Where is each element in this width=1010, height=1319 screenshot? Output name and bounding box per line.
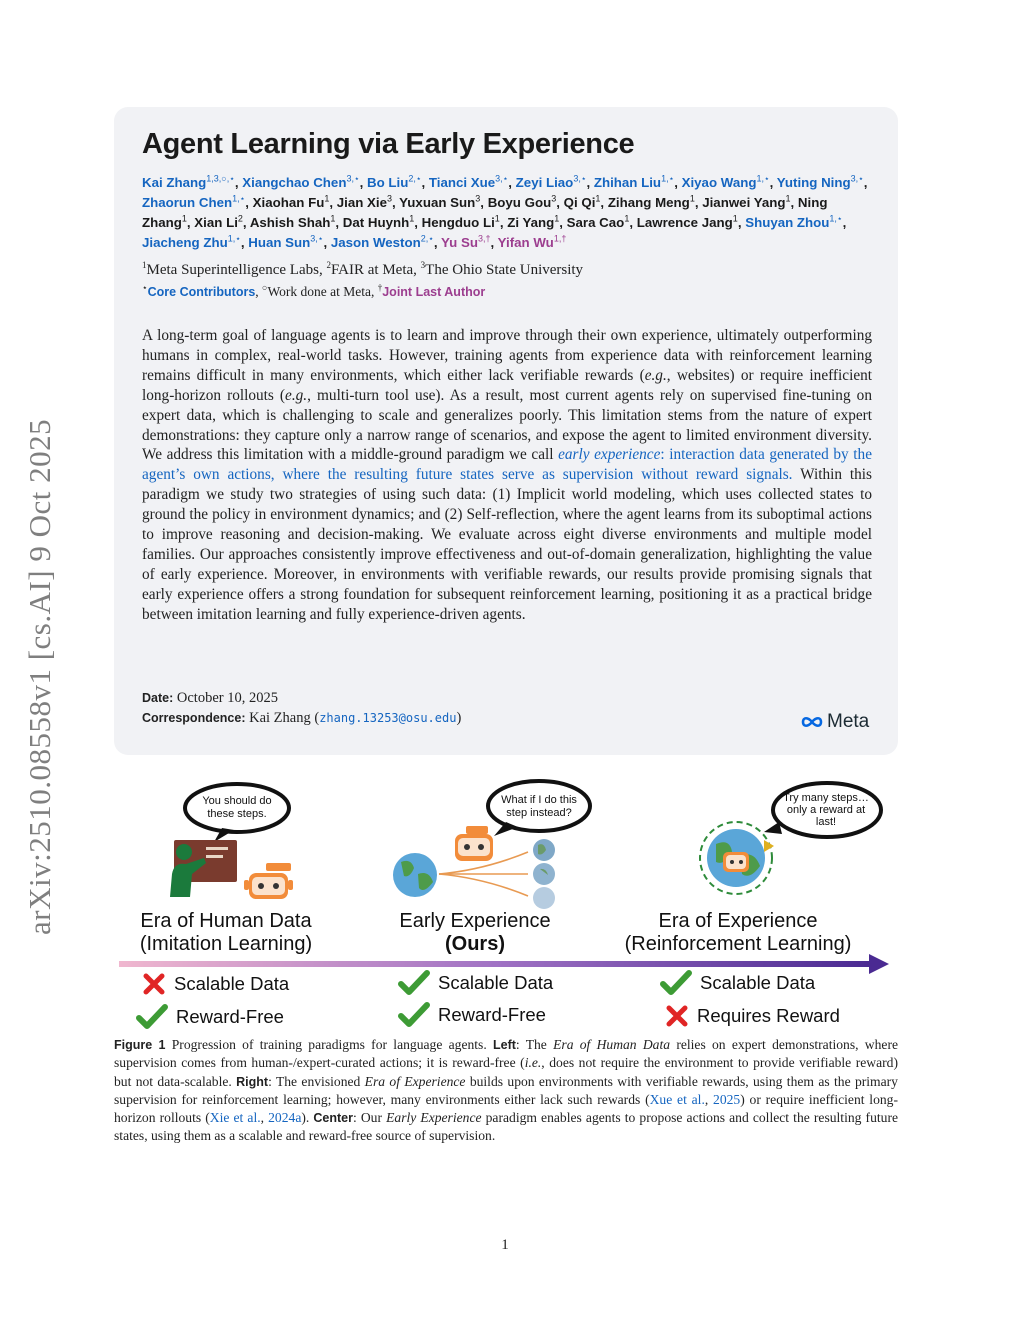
author-affiliation-marker: 3,⋆ (495, 173, 509, 184)
check-icon (136, 1004, 168, 1030)
author-affiliation-marker: 1,⋆ (227, 233, 241, 244)
author-name: Hengduo Li (421, 215, 495, 230)
author-list: Kai Zhang$^{1,3,○,⋆}$, Xiangchao Chen$^{3,⋆}$, Bo Liu$^{2,⋆}$, Tianci Xue$^{3,⋆}$, Zeyi Liao$^{3,⋆}$, Zhihan Liu$^{1,⋆}$, Xiyao Wang$^{1,⋆}$, Yuting Ning$^{3,⋆}$, Zhaorun Chen$^{1,⋆}$, Xiaohan Fu$^1$, Jian Xie$^3$, Yuxuan Sun$^3$, Boyu Gou$^3$, Qi Qi$^1$, Zihang Meng$^1$, Jianwei Yang$^1$, Ning Zhang$^1$, Xian Li$^2$, Ashish Shah$^1$, Dat Huynh$^1$, Hengduo Li$^1$, Zi Yang$^1$, Sara Cao$^1$, Lawrence Jang$^1$, Shuyan Zhou$^{1,⋆}$, Jiacheng Zhu$^{1,⋆}$, Huan Sun$^{3,⋆}$, Jason Weston$^{2,⋆}$, Yu $Su^{3,\dagger}$, Yifan $Wu^{1,\dagger}$ (142, 173, 868, 250)
author-name: Yuxuan Sun (399, 195, 476, 210)
author-affiliation-marker: 1 (181, 213, 187, 224)
bubble-text-right: Try many steps… only a reward at last! (783, 792, 869, 828)
author-affiliation-marker: 2 (237, 213, 243, 224)
author-affiliation-marker: 1 (494, 213, 500, 224)
citation-xie-2024a[interactable]: Xie et al., 2024a (209, 1110, 302, 1126)
author-name[interactable]: Zeyi Liao (515, 175, 574, 190)
author-name: Lawrence Jang (636, 215, 733, 230)
check-icon (660, 970, 692, 996)
era-title-human-data: Era of Human Data (Imitation Learning) (139, 910, 313, 955)
figure-1-caption: Figure 1 Progression of training paradigms for language agents. Left: The Era of Human Data relies on expert demonstrations, where supervision comes from human-/expert-curated actions; it is reward-free (i.e., does not require the environment to provide verifiable reward) but not data-scalable. Right: The envisioned Era of Experience builds upon environments with verifiable rewards, using them as the primary supervision for reinforcement learning; however, many environments either lack such rewards (Xue et al., 2025) or require inefficient long-horizon rollouts (Xie et al., 2024a). Center: Our Early Experience paradigm enables agents to propose actions and collect the resulting future states, using them as a scalable and reward-free source of supervision. (114, 1037, 899, 1144)
author-name: Dat Huynh (342, 215, 410, 230)
cross-icon (665, 1004, 689, 1028)
date-row: Date: October 10, 2025 (142, 690, 278, 706)
author-name[interactable]: Huan Sun (248, 235, 311, 250)
author-affiliation-marker: 1,† (553, 233, 567, 244)
reinforcement-cycle-globe-icon (700, 822, 774, 894)
paper-title: Agent Learning via Early Experience (142, 128, 635, 160)
author-name[interactable]: Zhaorun Chen (142, 195, 233, 210)
small-globe-icons (533, 839, 555, 909)
author-affiliation-marker: 1,⋆ (756, 173, 770, 184)
author-affiliation-marker: 3 (387, 193, 393, 204)
bubble-text-left: You should do these steps. (202, 795, 272, 820)
era-title-experience: Era of Experience (Reinforcement Learning) (624, 910, 852, 955)
author-name[interactable]: Yifan Wu (497, 235, 554, 250)
author-name: Jianwei Yang (702, 195, 786, 210)
robot-icon-left (244, 863, 293, 899)
left-reward-free: Reward-Free (136, 1004, 284, 1030)
author-affiliation-marker: 1 (330, 213, 336, 224)
author-name: Zi Yang (507, 215, 555, 230)
check-icon (398, 970, 430, 996)
author-affiliation-marker: 1 (554, 213, 560, 224)
author-affiliation-marker: 2,⋆ (408, 173, 422, 184)
author-name[interactable]: Yu Su (441, 235, 478, 250)
author-name: Zihang Meng (607, 195, 690, 210)
right-requires-reward: Requires Reward (665, 1004, 840, 1028)
author-affiliation-marker: 3 (551, 193, 557, 204)
author-affiliation-marker: 3,⋆ (310, 233, 324, 244)
page-number: 1 (501, 1237, 509, 1253)
author-name: Xiaohan Fu (252, 195, 325, 210)
left-scalable-data: Scalable Data (142, 972, 289, 996)
cross-icon (142, 972, 166, 996)
author-name[interactable]: Shuyan Zhou (745, 215, 830, 230)
author-affiliation-marker: 1 (785, 193, 791, 204)
affiliations: $^1$Meta Superintelligence Labs, $^2$FAIR at Meta, $^3$The Ohio State University (142, 260, 584, 278)
center-reward-free: Reward-Free (398, 1002, 546, 1028)
correspondence-email-link[interactable]: zhang.13253@osu.edu (319, 711, 457, 725)
figure-1-illustration (114, 770, 904, 1035)
globe-icon-center (393, 853, 437, 897)
teacher-blackboard-icon (170, 840, 237, 897)
author-affiliation-marker: 1 (595, 193, 601, 204)
author-name: Jian Xie (336, 195, 387, 210)
author-affiliation-marker: 1 (324, 193, 330, 204)
author-name: Boyu Gou (487, 195, 552, 210)
author-name[interactable]: Zhihan Liu (593, 175, 662, 190)
author-affiliation-marker: 1,⋆ (661, 173, 675, 184)
progression-arrow-shaft (119, 961, 871, 967)
author-affiliation-marker: 3 (475, 193, 481, 204)
author-name[interactable]: Bo Liu (366, 175, 409, 190)
author-affiliation-marker: 1 (409, 213, 415, 224)
bubble-text-center: What if I do this step instead? (501, 794, 577, 819)
era-title-early-experience: Early Experience (Ours) (399, 910, 551, 955)
check-icon (398, 1002, 430, 1028)
author-affiliation-marker: 2,⋆ (420, 233, 434, 244)
author-affiliation-marker: 1 (624, 213, 630, 224)
author-name[interactable]: Kai Zhang (142, 175, 207, 190)
author-affiliation-marker: 1,⋆ (232, 193, 246, 204)
author-name[interactable]: Xiyao Wang (681, 175, 757, 190)
author-name[interactable]: Jason Weston (330, 235, 421, 250)
author-name[interactable]: Yuting Ning (776, 175, 851, 190)
robot-icon-center (455, 826, 493, 861)
author-name[interactable]: Xiangchao Chen (242, 175, 347, 190)
arxiv-identifier-stamp: arXiv:2510.08558v1 [cs.AI] 9 Oct 2025 (22, 418, 57, 935)
correspondence-row: Correspondence: Kai Zhang (zhang.13253@osu.edu) (142, 710, 462, 726)
author-name: Sara Cao (566, 215, 625, 230)
citation-xue-2025[interactable]: Xue et al., 2025 (649, 1091, 741, 1107)
author-name: Qi Qi (563, 195, 596, 210)
author-affiliation-marker: 3,⋆ (573, 173, 587, 184)
author-name: Ashish Shah (249, 215, 331, 230)
meta-infinity-icon (800, 715, 824, 729)
author-affiliation-marker: 1 (689, 193, 695, 204)
author-affiliation-marker: 1,⋆ (829, 213, 843, 224)
author-name: Xian Li (194, 215, 238, 230)
abstract-text: A long-term goal of language agents is to learn and improve through their own experience, ultimately outperforming humans in complex, real-world tasks. However, training agents from experience data with reinforcement learning remains difficult in many environments, which either lack verifiable rewards (e.g., websites) or require inefficient long-horizon rollouts (e.g., multi-turn tool use). As a result, most current agents rely on supervised fine-tuning on expert data, which is challenging to scale and generalizes poorly. This limitation stems from the nature of expert demonstrations: they capture only a narrow range of scenarios, and expose the agent to limited environment diversity. We address this limitation with a middle-ground paradigm we call early experience: interaction data generated by the agent’s own actions, where the resulting future states serve as supervision without reward signals. Within this paradigm we study two strategies of using such data: (1) Implicit world modeling, which uses collected states to ground the policy in environment dynamics; and (2) Self-reflection, where the agent learns from its suboptimal actions to improve reasoning and decision-making. We evaluate across eight diverse environments and multiple model families. Our approaches consistently improve effectiveness and out-of-domain generalization, highlighting the value of early experience. Moreover, in environments with verifiable rewards, our results provide promising signals that early experience offers a strong foundation for subsequent reinforcement learning, positioning it as a practical bridge between imitation learning and fully experience-driven agents. (142, 327, 873, 623)
meta-logo: Meta (800, 711, 869, 733)
author-affiliation-marker: 1 (732, 213, 738, 224)
author-name[interactable]: Jiacheng Zhu (142, 235, 228, 250)
author-name: Ning Zhang (142, 195, 828, 230)
author-affiliation-marker: 1,3,○,⋆ (206, 173, 235, 184)
progression-arrowhead (869, 954, 889, 974)
right-scalable-data: Scalable Data (660, 970, 815, 996)
author-affiliation-marker: 3,⋆ (346, 173, 360, 184)
author-name[interactable]: Tianci Xue (428, 175, 496, 190)
center-scalable-data: Scalable Data (398, 970, 553, 996)
author-affiliation-marker: 3,⋆ (850, 173, 864, 184)
author-affiliation-marker: 3,† (477, 233, 491, 244)
contribution-notes: ⋆Core Contributors, ○Work done at Meta, †Joint Last Author (142, 282, 486, 299)
early-experience-term: early experience (558, 446, 661, 464)
